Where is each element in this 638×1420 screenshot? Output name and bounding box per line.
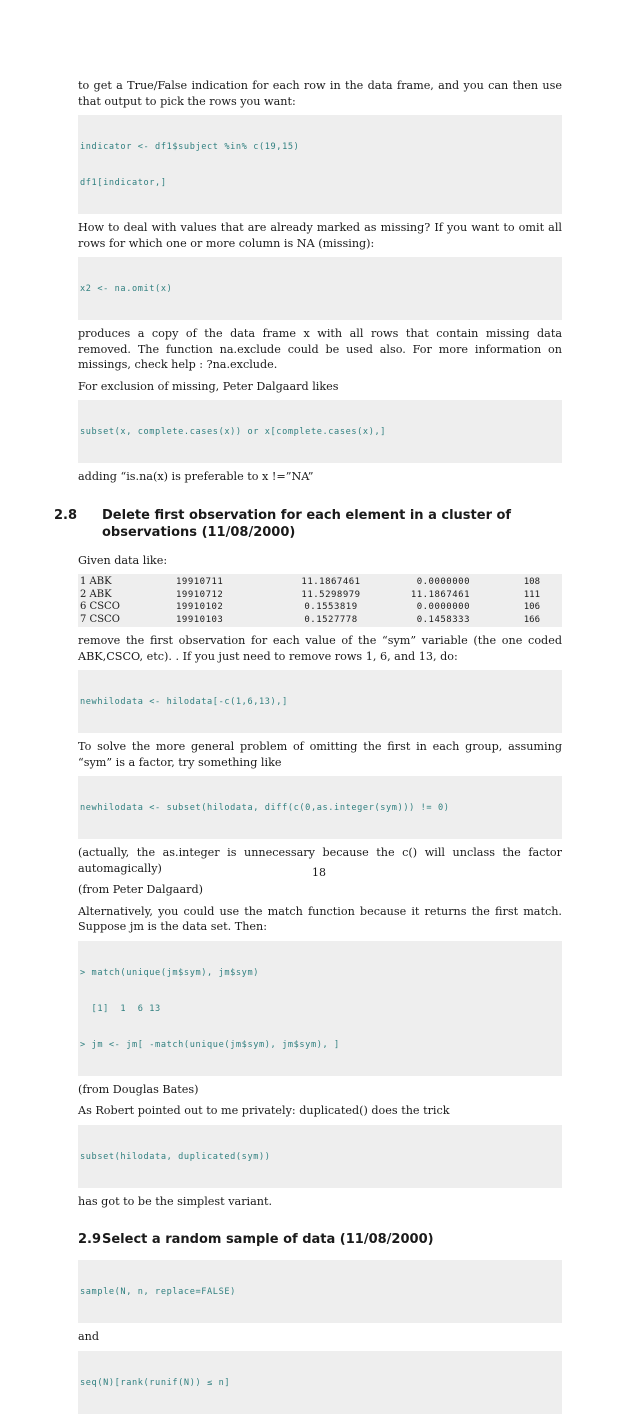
table-row bbox=[80, 589, 560, 602]
code-block bbox=[78, 257, 562, 320]
data-table bbox=[78, 574, 562, 627]
section-heading bbox=[78, 1231, 562, 1248]
paragraph: and bbox=[78, 1330, 100, 1343]
code-line: x2 <- na.omit(x) bbox=[80, 284, 173, 294]
code-line: sample(N, n, replace=FALSE) bbox=[80, 1287, 236, 1297]
code-line: > jm <- jm[ -match(unique(jm$sym), jm$sym), ] bbox=[80, 1039, 340, 1050]
table-cell: 0.0000000 bbox=[416, 602, 470, 612]
table-cell: 0.1458333 bbox=[416, 614, 470, 625]
table-cell: 106 bbox=[523, 602, 540, 612]
paragraph: to get a True/False indication for each row in the data frame, and you can then use that output to pick the rows you want: bbox=[78, 79, 562, 108]
code-line: subset(hilodata, duplicated(sym)) bbox=[80, 1151, 271, 1162]
code-line: df1[indicator,] bbox=[80, 178, 167, 188]
section-title: Select a random sample of data (11/08/2000) bbox=[102, 1232, 434, 1247]
paragraph: adding “is.na(x) is preferable to x !=”NA” bbox=[78, 470, 314, 483]
table-cell: 1 ABK bbox=[80, 576, 112, 587]
table-cell: 0.0000000 bbox=[416, 577, 470, 587]
paragraph: (actually, the as.integer is unnecessary because the c() will unclass the factor automagically) bbox=[78, 846, 562, 875]
code-line: newhilodata <- hilodata[-c(1,6,13),] bbox=[80, 697, 288, 707]
table-cell: 19910712 bbox=[176, 589, 224, 600]
paragraph: How to deal with values that are already marked as missing? If you want to omit all rows for which one or more column is NA (missing): bbox=[78, 221, 562, 250]
section-number: 2.8 bbox=[54, 507, 78, 523]
table-cell: 7 CSCO bbox=[80, 613, 120, 625]
table-cell: 2 ABK bbox=[80, 588, 112, 600]
table-cell: 6 CSCO bbox=[80, 601, 120, 612]
table-row bbox=[80, 601, 560, 614]
table-row bbox=[80, 576, 560, 589]
section-heading bbox=[54, 507, 562, 541]
paragraph: remove the first observation for each value of the “sym” variable (the one coded ABK,CSCO, etc). . If you just need to remove rows 1, 6, and 13, do: bbox=[78, 634, 562, 663]
code-line: [1] 1 6 13 bbox=[80, 1003, 161, 1014]
table-cell: 19910102 bbox=[176, 602, 224, 612]
table-cell: 19910103 bbox=[176, 614, 224, 625]
paragraph: has got to be the simplest variant. bbox=[78, 1194, 273, 1208]
code-line: > match(unique(jm$sym), jm$sym) bbox=[80, 967, 259, 978]
table-row bbox=[80, 614, 560, 627]
code-line: newhilodata <- subset(hilodata, diff(c(0,as.integer(sym))) != 0) bbox=[80, 803, 450, 813]
table-cell: 0.1527778 bbox=[304, 614, 358, 625]
paragraph: Given data like: bbox=[78, 553, 168, 567]
table-cell: 108 bbox=[523, 577, 540, 587]
section-number: 2.9 bbox=[78, 1232, 102, 1247]
table-cell: 11.1867461 bbox=[301, 577, 361, 587]
paragraph: (from Douglas Bates) bbox=[78, 1082, 199, 1096]
code-line: indicator <- df1$subject %in% c(19,15) bbox=[80, 142, 300, 152]
table-cell: 166 bbox=[523, 614, 540, 625]
code-block bbox=[78, 670, 562, 733]
page-content bbox=[54, 78, 562, 1420]
paragraph: (from Peter Dalgaard) bbox=[78, 883, 204, 896]
paragraph: produces a copy of the data frame x with all rows that contain missing data removed. The function na.exclude could be used also. For more information on missings, check help : ?na.exclude. bbox=[78, 327, 562, 371]
code-block bbox=[78, 400, 562, 463]
code-block bbox=[78, 1260, 562, 1323]
paragraph: For exclusion of missing, Peter Dalgaard likes bbox=[78, 379, 339, 393]
code-line: subset(x, complete.cases(x)) or x[complete.cases(x),] bbox=[80, 427, 387, 437]
paragraph: Alternatively, you could use the match function because it returns the first match. Suppose jm is the data set. Then: bbox=[78, 904, 562, 933]
code-line: seq(N)[rank(runif(N)) ≤ n] bbox=[80, 1377, 231, 1388]
code-block bbox=[78, 776, 562, 839]
table-cell: 111 bbox=[523, 589, 540, 600]
table-cell: 19910711 bbox=[176, 577, 224, 587]
paragraph: To solve the more general problem of omitting the first in each group, assuming “sym” is a factor, try something like bbox=[78, 740, 562, 769]
table-cell: 11.1867461 bbox=[410, 589, 470, 600]
table-cell: 0.1553819 bbox=[304, 602, 358, 612]
code-block bbox=[78, 1351, 562, 1414]
code-block bbox=[78, 1125, 562, 1188]
code-block bbox=[78, 115, 562, 214]
page-number: 18 bbox=[312, 866, 326, 879]
section-title: Delete first observation for each element in a cluster of observations (11/08/2000) bbox=[102, 507, 512, 540]
code-block bbox=[78, 941, 562, 1076]
paragraph: As Robert pointed out to me privately: duplicated() does the trick bbox=[78, 1104, 450, 1117]
table-cell: 11.5298979 bbox=[301, 589, 361, 600]
